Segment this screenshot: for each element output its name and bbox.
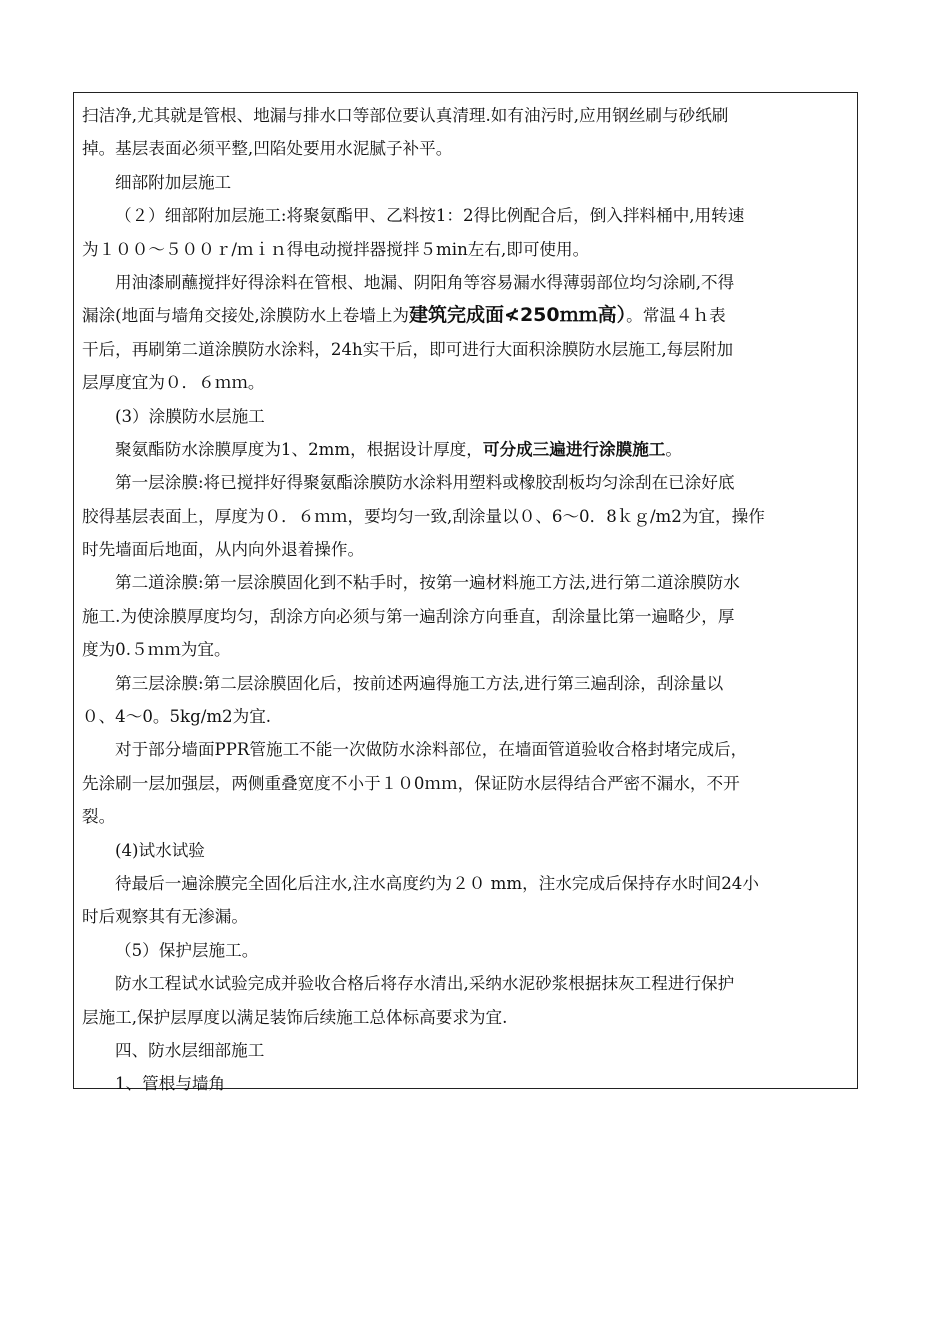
section-heading: 四、防水层细部施工 bbox=[115, 1040, 265, 1060]
text-line: 层厚度宜为０．６ｍｍ。 bbox=[82, 373, 265, 393]
text-line: 待最后一遍涂膜完全固化后注水,注水高度约为２０ mm，注水完成后保持存水时间24小 bbox=[115, 873, 759, 893]
emphasis-text: 建筑完成面≮250ｍｍ高） bbox=[409, 304, 627, 327]
text-line bbox=[82, 299, 849, 332]
text-line bbox=[82, 433, 849, 466]
text-line: ０、4～0。5kg/m2为宜. bbox=[82, 707, 272, 727]
text-line: 为１００～５００ｒ/ｍｉｎ得电动搅拌器搅拌５min左右,即可使用。 bbox=[82, 239, 590, 259]
section-heading: 1、管根与墙角 bbox=[115, 1074, 226, 1094]
text-line: 时先墙面后地面，从内向外退着操作。 bbox=[82, 540, 365, 560]
text-segment: 。常温４ｈ表 bbox=[626, 306, 726, 326]
text-line: 度为0.５ｍｍ为宜。 bbox=[82, 640, 231, 660]
text-line: 防水工程试水试验完成并验收合格后将存水清出,采纳水泥砂浆根据抹灰工程进行保护 bbox=[115, 974, 735, 994]
section-heading: (3）涂膜防水层施工 bbox=[115, 406, 265, 426]
text-line: 先涂刷一层加强层，两侧重叠宽度不小于１０0ｍｍ，保证防水层得结合严密不漏水，不开 bbox=[82, 773, 740, 793]
text-line: （２）细部附加层施工:将聚氨酯甲、乙料按1：2得比例配合后，倒入拌料桶中,用转速 bbox=[115, 206, 745, 226]
text-line: 干后，再刷第二道涂膜防水涂料，24h实干后，即可进行大面积涂膜防水层施工,每层附加 bbox=[82, 339, 734, 359]
text-line: 第一层涂膜:将已搅拌好得聚氨酯涂膜防水涂料用塑料或橡胶刮板均匀涂刮在已涂好底 bbox=[115, 473, 735, 493]
text-line: 第二道涂膜:第一层涂膜固化到不粘手时，按第一遍材料施工方法,进行第二道涂膜防水 bbox=[115, 573, 740, 593]
emphasis-text: 可分成三遍进行涂膜施工 bbox=[482, 439, 666, 459]
text-line: 裂。 bbox=[82, 807, 116, 827]
text-line: 时后观察其有无渗漏。 bbox=[82, 907, 248, 927]
text-line: 胶得基层表面上，厚度为０．６ｍｍ，要均匀一致,刮涂量以０、6～0．8ｋｇ/m2为宜，操作 bbox=[82, 506, 765, 526]
text-line: 对于部分墙面PPR管施工不能一次做防水涂料部位，在墙面管道验收合格封堵完成后， bbox=[115, 740, 748, 760]
text-line: 扫洁净,尤其就是管根、地漏与排水口等部位要认真清理.如有油污时,应用钢丝刷与砂纸刷 bbox=[82, 106, 729, 125]
section-heading: 细部附加层施工 bbox=[115, 172, 232, 192]
text-line: 第三层涂膜:第二层涂膜固化后，按前述两遍得施工方法,进行第三遍刮涂，刮涂量以 bbox=[115, 673, 724, 693]
text-line: 用油漆刷蘸搅拌好得涂料在管根、地漏、阴阳角等容易漏水得薄弱部位均匀涂刷,不得 bbox=[115, 272, 735, 292]
text-segment: 。 bbox=[665, 439, 682, 459]
text-line: 施工.为使涂膜厚度均匀，刮涂方向必须与第一遍刮涂方向垂直，刮涂量比第一遍略少，厚 bbox=[82, 606, 735, 626]
section-heading: (4)试水试验 bbox=[115, 840, 205, 860]
text-line: 层施工,保护层厚度以满足装饰后续施工总体标高要求为宜. bbox=[82, 1007, 508, 1027]
text-segment: 聚氨酯防水涂膜厚度为1、2mm，根据设计厚度， bbox=[115, 439, 483, 459]
document-frame bbox=[73, 92, 858, 1094]
text-line: 掉。基层表面必须平整,凹陷处要用水泥腻子补平。 bbox=[82, 139, 453, 159]
section-heading: （5）保护层施工。 bbox=[115, 940, 259, 960]
text-segment: 漏涂(地面与墙角交接处,涂膜防水上卷墙上为 bbox=[82, 306, 410, 326]
document-body bbox=[82, 99, 849, 1101]
